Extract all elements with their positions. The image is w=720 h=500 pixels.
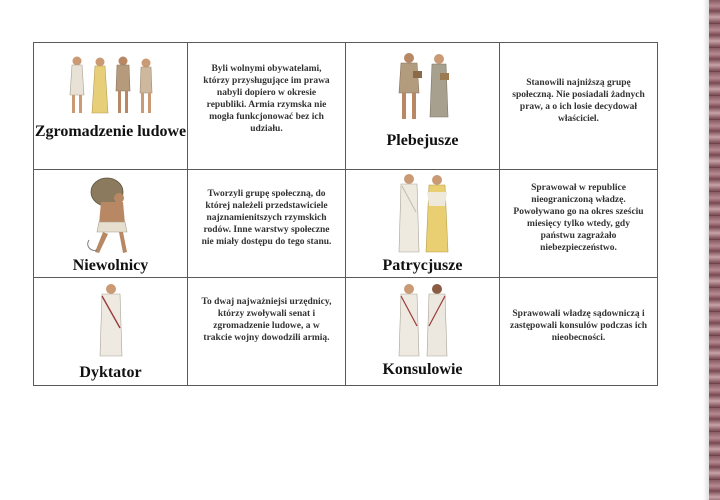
slave-carrying-sack-icon xyxy=(81,174,141,256)
citizen-tunic-figure-icon xyxy=(112,55,134,117)
card-description xyxy=(500,170,658,278)
card-description-text: Tworzyli grupę społeczną, do której należeli przedstawiciele najznamienitszych rzymskich rodów. Inne warstwy społeczne nie miały dostępu do tego stanu. xyxy=(201,189,332,247)
card-image-zgromadzenie xyxy=(34,43,188,170)
card-description-text: Byli wolnymi obywatelami, którzy przysługujące im prawa nabyli dopiero w okresie republiki. Armia rzymska nie mogła funkcjonować bez ich udziału. xyxy=(203,64,330,134)
citizen-woman-figure-icon xyxy=(90,55,110,117)
page-edge-texture xyxy=(709,0,720,500)
table-row xyxy=(34,278,658,386)
card-description-text: Sprawowali władzę sądowniczą i zastępowali konsulów podczas ich nieobecności. xyxy=(510,309,647,343)
table-row xyxy=(34,170,658,278)
card-description-text: Stanowili najniższą grupę społeczną. Nie posiadali żadnych praw, a o ich losie decydował właściciel. xyxy=(512,78,645,124)
card-description xyxy=(500,278,658,386)
consul-toga-figure-icon xyxy=(396,282,422,358)
card-image-konsulowie xyxy=(346,278,500,386)
slave-illustration xyxy=(34,174,187,256)
patrician-man-toga-icon xyxy=(396,172,422,254)
citizen-figure-icon xyxy=(66,55,88,117)
card-description-text: Sprawował w republice nieograniczoną władzę. Powoływano go na okres sześciu miesięcy tylko wtedy, gdy państwu zagrażało niebezpieczeństwo. xyxy=(513,183,644,253)
plebeian-woman-figure-icon xyxy=(426,51,452,123)
card-image-plebejusze xyxy=(346,43,500,170)
card-title: Konsulowie xyxy=(382,361,463,378)
consuls-illustration xyxy=(346,282,499,358)
citizens-group-illustration xyxy=(34,55,187,117)
matching-cards-table xyxy=(33,42,658,386)
card-title: Plebejusze xyxy=(386,132,459,149)
card-image-patrycjusze xyxy=(346,170,500,278)
citizen-figure-icon xyxy=(136,55,156,117)
patrician-woman-figure-icon xyxy=(424,172,450,254)
card-title: Dyktator xyxy=(79,364,142,381)
card-title: Niewolnicy xyxy=(72,257,149,274)
patricians-illustration xyxy=(346,172,499,254)
consul-toga-figure-icon xyxy=(424,282,450,358)
card-description xyxy=(188,43,346,170)
card-description-text: To dwaj najważniejsi urzędnicy, którzy zwoływali senat i zgromadzenie ludowe, a w trakcie wojny dowodzili armią. xyxy=(201,297,332,343)
card-description xyxy=(188,170,346,278)
card-image-dyktator xyxy=(34,278,188,386)
dictator-illustration xyxy=(34,282,187,358)
dictator-toga-figure-icon xyxy=(96,282,126,358)
card-title: Patrycjusze xyxy=(382,257,463,274)
card-image-niewolnicy xyxy=(34,170,188,278)
card-description xyxy=(188,278,346,386)
table-row xyxy=(34,43,658,170)
plebeians-illustration xyxy=(346,51,499,123)
plebeian-man-figure-icon xyxy=(394,51,424,123)
card-description xyxy=(500,43,658,170)
card-title: Zgromadzenie ludowe xyxy=(34,123,187,140)
